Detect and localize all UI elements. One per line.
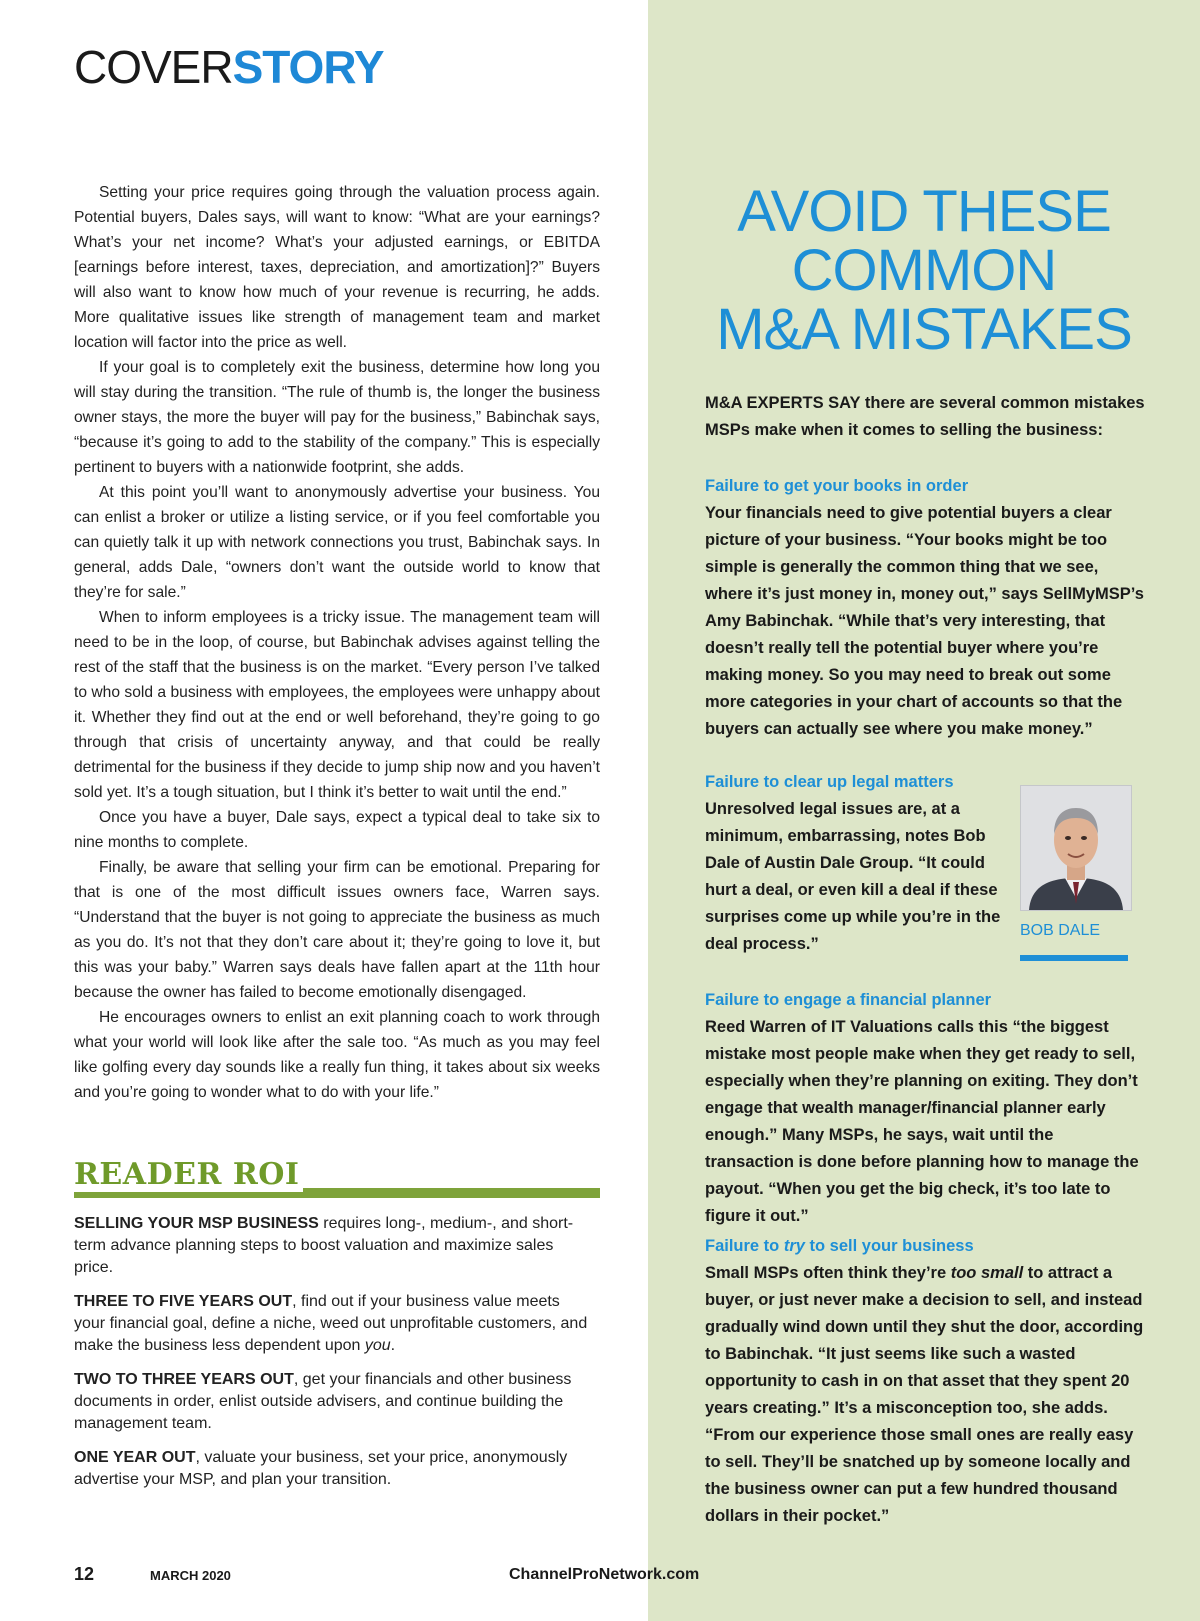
roi-item-text: , find out if your business value meets your financial goal, define a niche, weed out unprofitable customers, and make the business less dependent upon bbox=[74, 1293, 588, 1354]
body-paragraph: If your goal is to completely exit the business, determine how long you will stay during the transition. “The rule of thumb is, the longer the business owner stays, the more the buyer will pay for the business,” Babinchak says, “because it’s going to add to the stability of the company.” This is especially pertinent to buyers with a nationwide footprint, she adds. bbox=[74, 359, 600, 476]
body-paragraph: Setting your price requires going through the valuation process again. Potential buyers, Dales says, will want to know: “What are your earnings? What’s your net income? What’s your adjusted earnings, or EBITDA [earnings before interest, taxes, depreciation, and amortization]?” Buyers will also want to know how much of your revenue is recurring, he adds. More qualitative issues like strength of management team and market location will factor into the price as well. bbox=[74, 184, 600, 351]
sidebar-title bbox=[648, 179, 1200, 362]
roi-item bbox=[74, 1447, 590, 1491]
sidebar-intro bbox=[705, 390, 1145, 444]
mistake-block bbox=[705, 1233, 1145, 1530]
body-paragraph: He encourages owners to enlist an exit planning coach to work through what your world will look like after the sale too. “As much as you may feel like golfing every day sounds like a really fun thing, it takes about six weeks and you’re going to wonder what to do with your life.” bbox=[74, 1009, 600, 1101]
roi-item-emphasis: you bbox=[364, 1337, 391, 1354]
mistake-heading: Failure to get your books in order bbox=[705, 477, 969, 495]
roi-item-tail: . bbox=[390, 1337, 396, 1354]
roi-item bbox=[74, 1213, 590, 1279]
issue-date: MARCH 2020 bbox=[150, 1568, 231, 1583]
reader-roi-title: READER ROI bbox=[74, 1158, 303, 1192]
mistake-text: Reed Warren of IT Valuations calls this “the biggest mistake most people make when they get ready to sell, especially when they’re planning on exiting. They don’t engage that wealth manager/financial planner early enough.” Many MSPs, he says, wait until the transaction is done before planning how to manage the payout. “When you get the big check, it’s too late to figure it out.” bbox=[705, 1018, 1139, 1225]
mistake-block bbox=[705, 473, 1145, 743]
mistake-block bbox=[705, 769, 1005, 958]
mistake-heading-emphasis: try bbox=[783, 1237, 805, 1255]
mistake-heading bbox=[705, 1233, 1145, 1260]
sidebar-title-line: M&A MISTAKES bbox=[716, 297, 1132, 362]
mistake-heading: Failure to clear up legal matters bbox=[705, 773, 954, 791]
section-header-story: STORY bbox=[232, 41, 384, 93]
roi-item-text: , valuate your business, set your price, anonymously advertise your MSP, and plan your transition. bbox=[74, 1449, 568, 1488]
mistake-text: Unresolved legal issues are, at a minimum, embarrassing, notes Bob Dale of Austin Dale Group. “It could hurt a deal, or even kill a deal if these surprises come up while you’re in the deal process.” bbox=[705, 800, 1001, 953]
bob-dale-photo bbox=[1020, 785, 1132, 911]
body-paragraph: Finally, be aware that selling your firm can be emotional. Preparing for that is one of the most difficult issues owners face, Warren says. “Understand that the buyer is not going to appreciate the business as much as you do. It’s not that they don’t care about it; they’re going to love it, but this was your baby.” Warren says deals have fallen apart at the 11th hour because the owner has failed to become emotionally disengaged. bbox=[74, 859, 600, 1001]
page-number: 12 bbox=[74, 1564, 95, 1584]
roi-item-lead: TWO TO THREE YEARS OUT bbox=[74, 1371, 294, 1388]
reader-roi-list bbox=[74, 1213, 590, 1503]
portrait-image bbox=[1021, 786, 1131, 910]
photo-caption: BOB DALE bbox=[1020, 922, 1101, 939]
body-paragraph: At this point you’ll want to anonymously advertise your business. You can enlist a broker or utilize a listing service, or if you feel comfortable you can quietly talk it up with network connections you trust, Babinchak says. In general, adds Dale, “owners don’t want the outside world to know that they’re for sale.” bbox=[74, 484, 600, 601]
mistake-text-post: to attract a buyer, or just never make a decision to sell, and instead gradually wind down until they shut the door, according to Babinchak. “It just seems like such a wasted opportunity to cash in on that asset that they spent 20 years creating.” It’s a misconception too, she adds. “From our experience those small ones are really easy to sell. They’ll be snatched up by someone locally and the business owner can put a few hundred thousand dollars in their pocket.” bbox=[705, 1264, 1144, 1525]
roi-item bbox=[74, 1369, 590, 1435]
mistake-text-emphasis: too small bbox=[950, 1264, 1024, 1282]
sidebar-title-line: AVOID THESE bbox=[737, 179, 1111, 244]
section-header-cover: COVER bbox=[74, 41, 233, 93]
roi-item-lead: ONE YEAR OUT bbox=[74, 1449, 196, 1466]
mistake-text: Your financials need to give potential buyers a clear picture of your business. “Your books might be too simple is generally the common thing that we see, where it’s just money in, money out,” says SellMyMSP’s Amy Babinchak. “While that’s very interesting, that doesn’t really tell the potential buyer where you’re making money. So you may need to break out some more categories in your chart of accounts so that the buyers can actually see where you make money.” bbox=[705, 504, 1144, 738]
mistake-block bbox=[705, 987, 1145, 1230]
section-header bbox=[74, 41, 384, 93]
article-body bbox=[74, 180, 600, 1105]
mistake-text-pre: Small MSPs often think they’re bbox=[705, 1264, 951, 1282]
mistake-text bbox=[705, 1260, 1145, 1530]
sidebar-intro-lead: M&A EXPERTS SAY bbox=[705, 394, 861, 412]
mistake-heading: Failure to engage a financial planner bbox=[705, 991, 992, 1009]
roi-item-lead: SELLING YOUR MSP BUSINESS bbox=[74, 1215, 319, 1232]
roi-item-text: requires long-, medium-, and short-term advance planning steps to boost valuation and maximize sales price. bbox=[74, 1215, 574, 1276]
body-paragraph: Once you have a buyer, Dale says, expect a typical deal to take six to nine months to complete. bbox=[74, 809, 600, 851]
caption-rule bbox=[1020, 955, 1128, 961]
body-paragraph: When to inform employees is a tricky issue. The management team will need to be in the loop, of course, but Babinchak advises against telling the rest of the staff that the business is on the market. “Every person I’ve talked to who sold a business with employees, the employees were unhappy about it. Whether they find out at the end or well beforehand, they’re going to go through that crisis of uncertainty anyway, and that could be really detrimental for the business if they decide to jump ship now and you haven’t sold yet. It’s a tough situation, but I think it’s better to wait until the end.” bbox=[74, 609, 600, 801]
roi-item-lead: THREE TO FIVE YEARS OUT bbox=[74, 1293, 293, 1310]
roi-item-text: , get your financials and other business documents in order, enlist outside advisers, and continue building the management team. bbox=[74, 1371, 572, 1432]
mistake-heading-post: to sell your business bbox=[804, 1237, 974, 1255]
roi-item bbox=[74, 1291, 590, 1357]
site-url: ChannelProNetwork.com bbox=[509, 1566, 700, 1583]
reader-roi-header bbox=[74, 1158, 600, 1200]
sidebar-title-line: COMMON bbox=[791, 238, 1057, 303]
sidebar-intro-text: there are several common mistakes MSPs make when it comes to selling the business: bbox=[705, 394, 1145, 439]
mistake-heading-pre: Failure to bbox=[705, 1237, 784, 1255]
